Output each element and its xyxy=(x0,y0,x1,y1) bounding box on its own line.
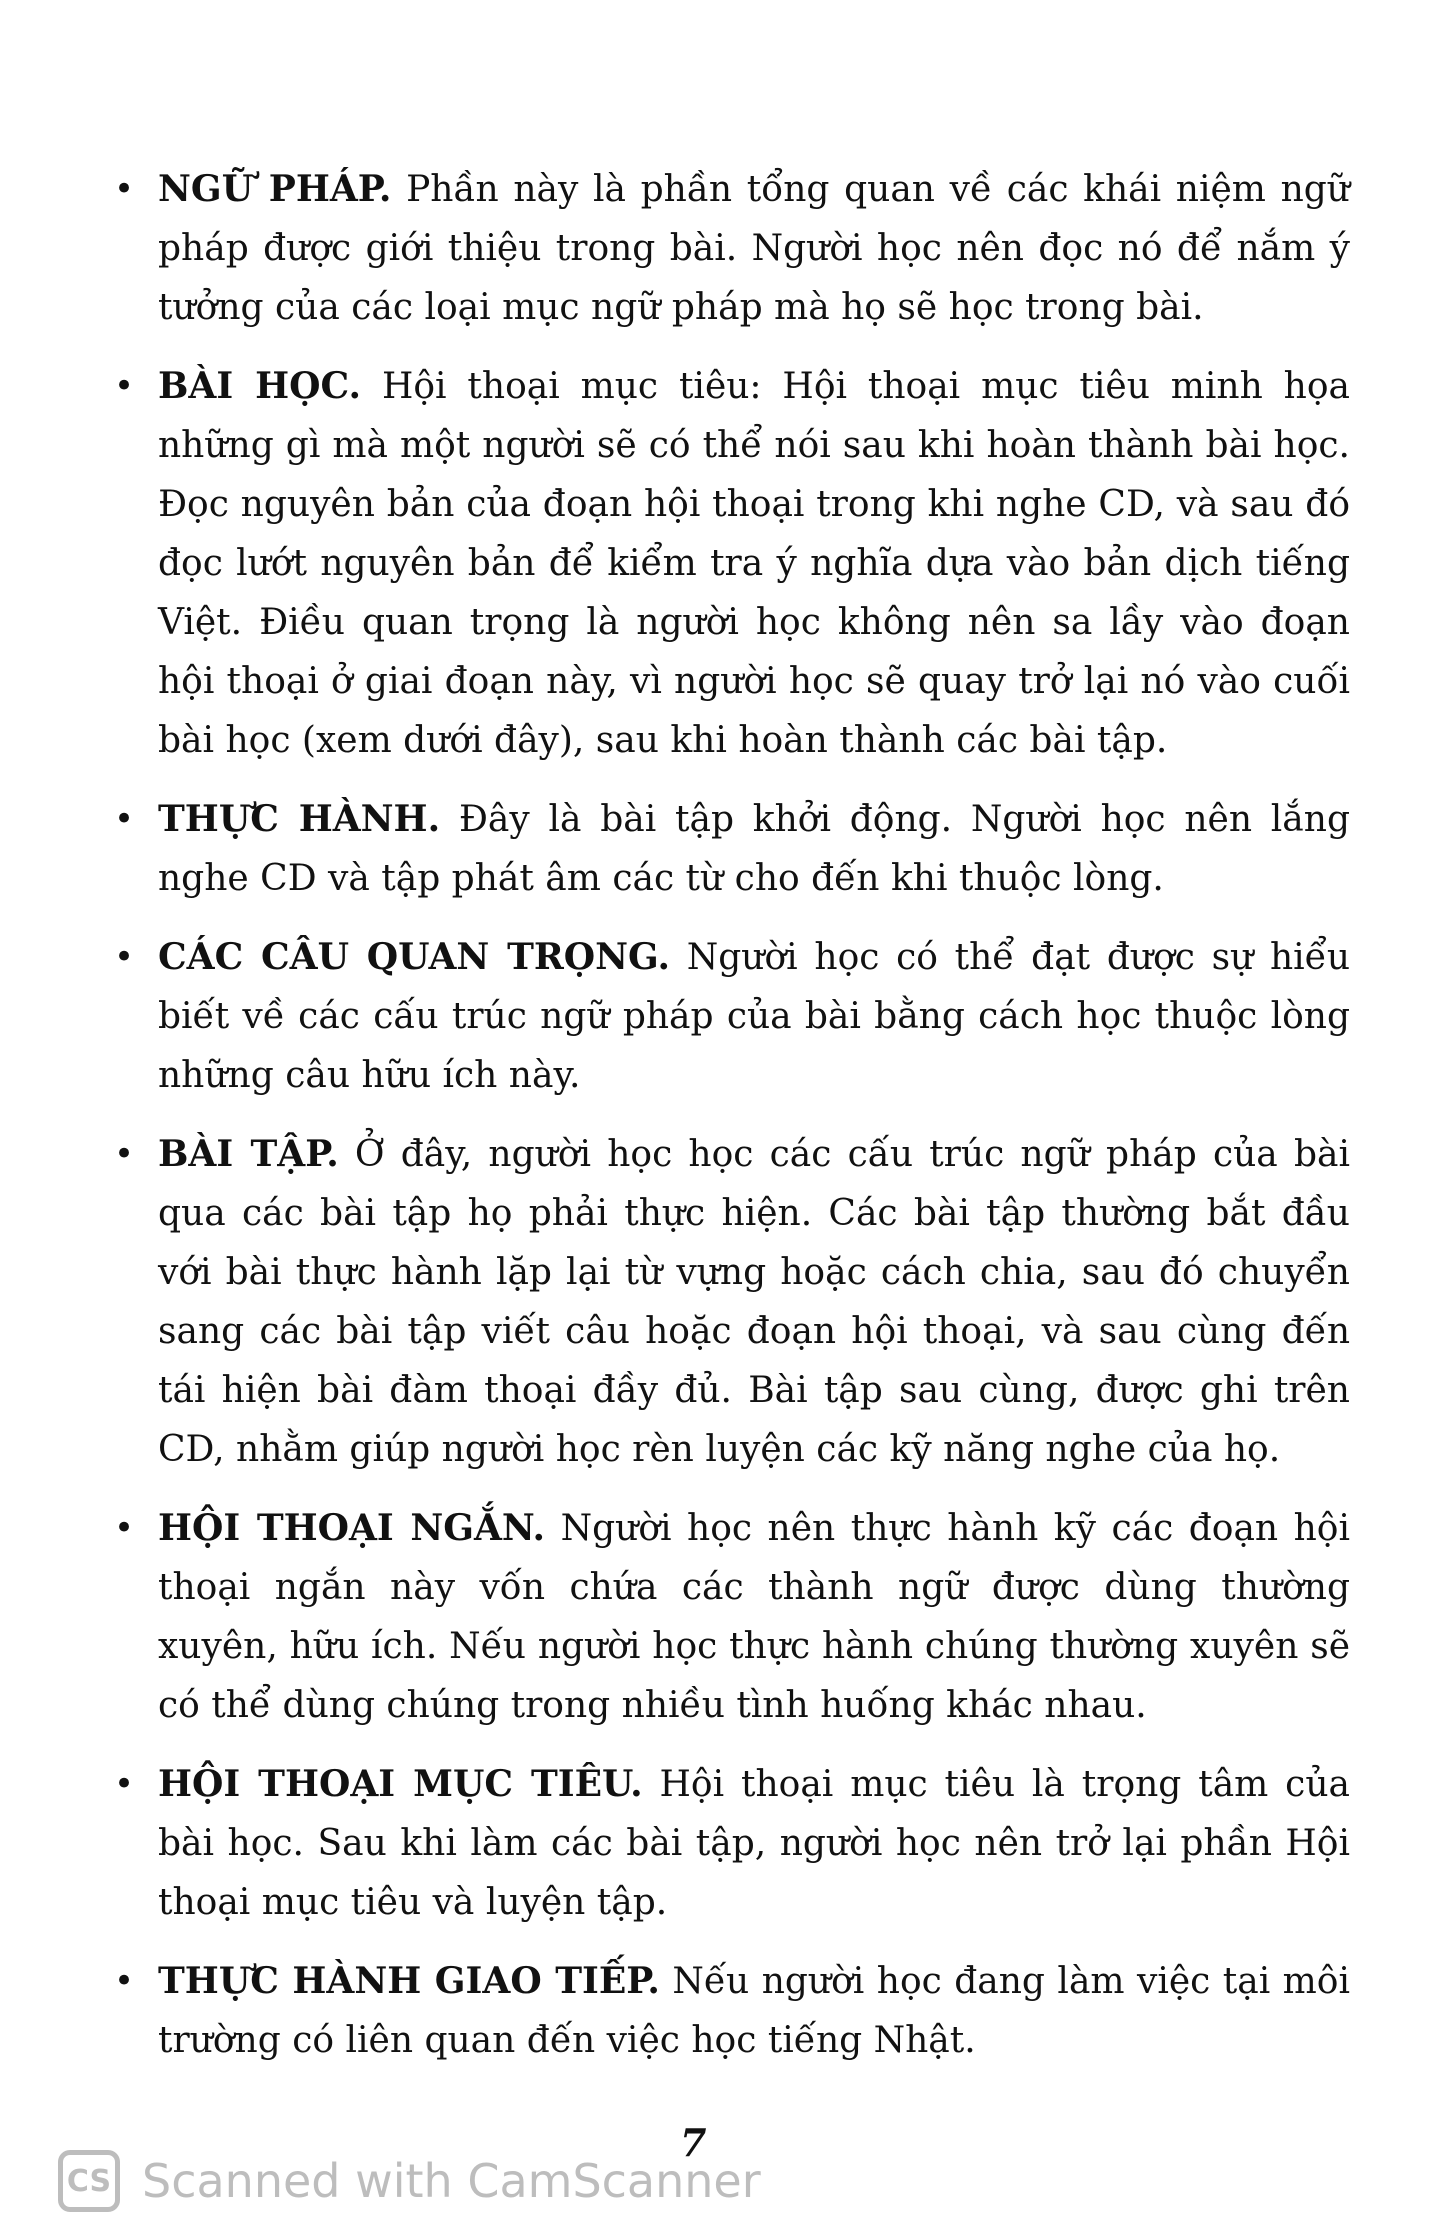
item-text: Người học nên thực hành kỹ các đoạn hội thoại ngắn này vốn chứa các thành ngữ được dùng thường xuyên, hữu ích. Nếu người học thực hành chúng thường xuyên sẽ có thể dùng chúng trong nhiều tình huống khác nhau. xyxy=(158,1508,1350,1726)
item-term: BÀI HỌC. xyxy=(158,365,362,407)
item-text: Người học có thể đạt được sự hiểu biết về các cấu trúc ngữ pháp của bài bằng cách học thuộc lòng những câu hữu ích này. xyxy=(158,937,1351,1096)
item-term: NGỮ PHÁP. xyxy=(158,168,392,210)
item-text: Đây là bài tập khởi động. Người học nên lắng nghe CD và tập phát âm các từ cho đến khi thuộc lòng. xyxy=(158,799,1350,899)
bullet-icon: • xyxy=(114,1508,135,1548)
bullet-icon: • xyxy=(114,1134,135,1174)
watermark-text: Scanned with CamScanner xyxy=(142,2154,761,2208)
item-term: CÁC CÂU QUAN TRỌNG. xyxy=(158,936,671,978)
item-text: Ở đây, người học học các cấu trúc ngữ pháp của bài qua các bài tập họ phải thực hiện. Các bài tập thường bắt đầu với bài thực hành lặp lại từ vựng hoặc cách chia, sau đó chuyển sang các bài tập viết câu hoặc đoạn hội thoại, và sau cùng đến tái hiện bài đàm thoại đầy đủ. Bài tập sau cùng, được ghi trên CD, nhằm giúp người học rèn luyện các kỹ năng nghe của họ. xyxy=(158,1134,1350,1470)
bullet-icon: • xyxy=(114,799,135,839)
item-term: HỘI THOẠI NGẮN. xyxy=(158,1507,546,1549)
item-term: THỰC HÀNH. xyxy=(158,798,441,840)
section-list xyxy=(110,160,1350,2090)
list-item xyxy=(110,1499,1350,1735)
list-item xyxy=(110,1125,1350,1479)
list-item xyxy=(110,1755,1350,1932)
item-term: THỰC HÀNH GIAO TIẾP. xyxy=(158,1960,660,2002)
item-term: BÀI TẬP. xyxy=(158,1133,339,1175)
page-number: 7 xyxy=(680,2120,707,2165)
list-item xyxy=(110,928,1350,1105)
bullet-icon: • xyxy=(114,1961,135,2001)
list-item xyxy=(110,160,1350,337)
item-term: HỘI THOẠI MỤC TIÊU. xyxy=(158,1763,643,1805)
camscanner-logo-icon: CS xyxy=(58,2150,120,2212)
list-item xyxy=(110,1952,1350,2070)
scanner-watermark xyxy=(58,2150,761,2212)
item-text: Hội thoại mục tiêu: Hội thoại mục tiêu minh họa những gì mà một người sẽ có thể nói sau khi hoàn thành bài học. Đọc nguyên bản của đoạn hội thoại trong khi nghe CD, và sau đó đọc lướt nguyên bản để kiểm tra ý nghĩa dựa vào bản dịch tiếng Việt. Điều quan trọng là người học không nên sa lầy vào đoạn hội thoại ở giai đoạn này, vì người học sẽ quay trở lại nó vào cuối bài học (xem dưới đây), sau khi hoàn thành các bài tập. xyxy=(158,366,1350,761)
item-text: Nếu người học đang làm việc tại môi trường có liên quan đến việc học tiếng Nhật. xyxy=(158,1961,1350,2061)
bullet-icon: • xyxy=(114,169,135,209)
item-text: Phần này là phần tổng quan về các khái niệm ngữ pháp được giới thiệu trong bài. Người học nên đọc nó để nắm ý tưởng của các loại mục ngữ pháp mà họ sẽ học trong bài. xyxy=(158,169,1350,328)
item-text: Hội thoại mục tiêu là trọng tâm của bài học. Sau khi làm các bài tập, người học nên trở lại phần Hội thoại mục tiêu và luyện tập. xyxy=(158,1764,1350,1923)
bullet-icon: • xyxy=(114,937,135,977)
bullet-icon: • xyxy=(114,366,135,406)
bullet-icon: • xyxy=(114,1764,135,1804)
list-item xyxy=(110,790,1350,908)
list-item xyxy=(110,357,1350,770)
